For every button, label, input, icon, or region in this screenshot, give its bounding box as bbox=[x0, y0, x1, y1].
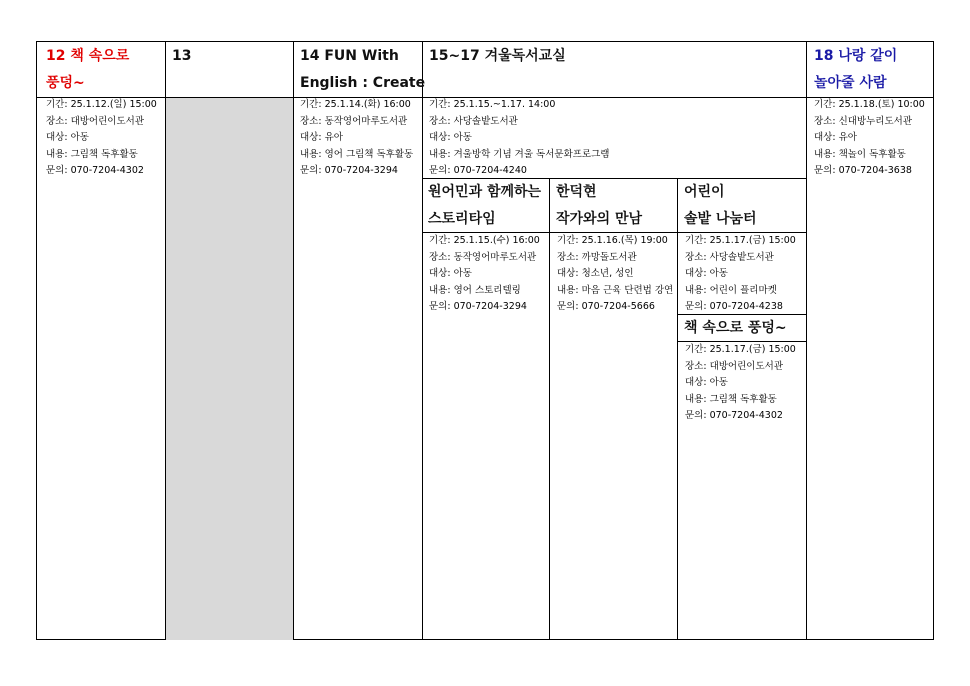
author-meeting-event-title: 한덕현 작가와의 만남 bbox=[556, 184, 643, 227]
day-14-info: 기간: 25.1.14.(화) 16:00 장소: 동작영어마루도서관 대상: 유아 내용: 영어 그림책 독후활동 문의: 070-7204-3294 bbox=[300, 99, 414, 176]
flea-market-event-info: 기간: 25.1.17.(금) 15:00 장소: 사당솔밭도서관 대상: 아동 내용: 어린이 플리마켓 문의: 070-7204-4238 bbox=[685, 235, 796, 312]
day-15-17-info: 기간: 25.1.15.~1.17. 14:00 장소: 사당솔밭도서관 대상: 아동 내용: 겨울방학 기념 겨울 독서문화프로그램 문의: 070-7204-4240 bbox=[429, 99, 610, 176]
column-divider bbox=[422, 42, 423, 639]
day-12-title: 12 책 속으로 풍덩~ bbox=[46, 48, 130, 91]
column-divider bbox=[165, 42, 166, 639]
empty-day-shading bbox=[166, 98, 293, 640]
day-14-title: 14 FUN With English : Create bbox=[300, 48, 426, 91]
day-12-info: 기간: 25.1.12.(일) 15:00 장소: 대방어린이도서관 대상: 아동 내용: 그림책 독후활동 문의: 070-7204-4302 bbox=[46, 99, 157, 176]
calendar-table bbox=[36, 41, 934, 640]
day-13-title: 13 bbox=[172, 48, 192, 64]
storytime-event-title: 원어민과 함께하는 스토리타임 bbox=[428, 184, 542, 227]
column-divider bbox=[806, 42, 807, 639]
sub-column-divider bbox=[677, 178, 678, 639]
day-15-17-title: 15~17 겨울독서교실 bbox=[429, 48, 566, 64]
day-18-info: 기간: 25.1.18.(토) 10:00 장소: 신대방누리도서관 대상: 유아 내용: 책놀이 독후활동 문의: 070-7204-3638 bbox=[814, 99, 925, 176]
picture-book-event-title: 책 속으로 풍덩~ bbox=[684, 320, 787, 336]
flea-market-event-title: 어린이 솔밭 나눔터 bbox=[684, 184, 757, 227]
sub-column-divider bbox=[549, 178, 550, 639]
picture-book-event-info: 기간: 25.1.17.(금) 15:00 장소: 대방어린이도서관 대상: 아동 내용: 그림책 독후활동 문의: 070-7204-4302 bbox=[685, 344, 796, 421]
author-meeting-event-info: 기간: 25.1.16.(목) 19:00 장소: 까망돌도서관 대상: 청소년, 성인 내용: 마음 근육 단련법 강연 문의: 070-7204-5666 bbox=[557, 235, 674, 312]
day-18-title: 18 나랑 같이 놀아줄 사람 bbox=[814, 48, 898, 91]
column-divider bbox=[293, 42, 294, 639]
storytime-event-info: 기간: 25.1.15.(수) 16:00 장소: 동작영어마루도서관 대상: 아동 내용: 영어 스토리텔링 문의: 070-7204-3294 bbox=[429, 235, 540, 312]
